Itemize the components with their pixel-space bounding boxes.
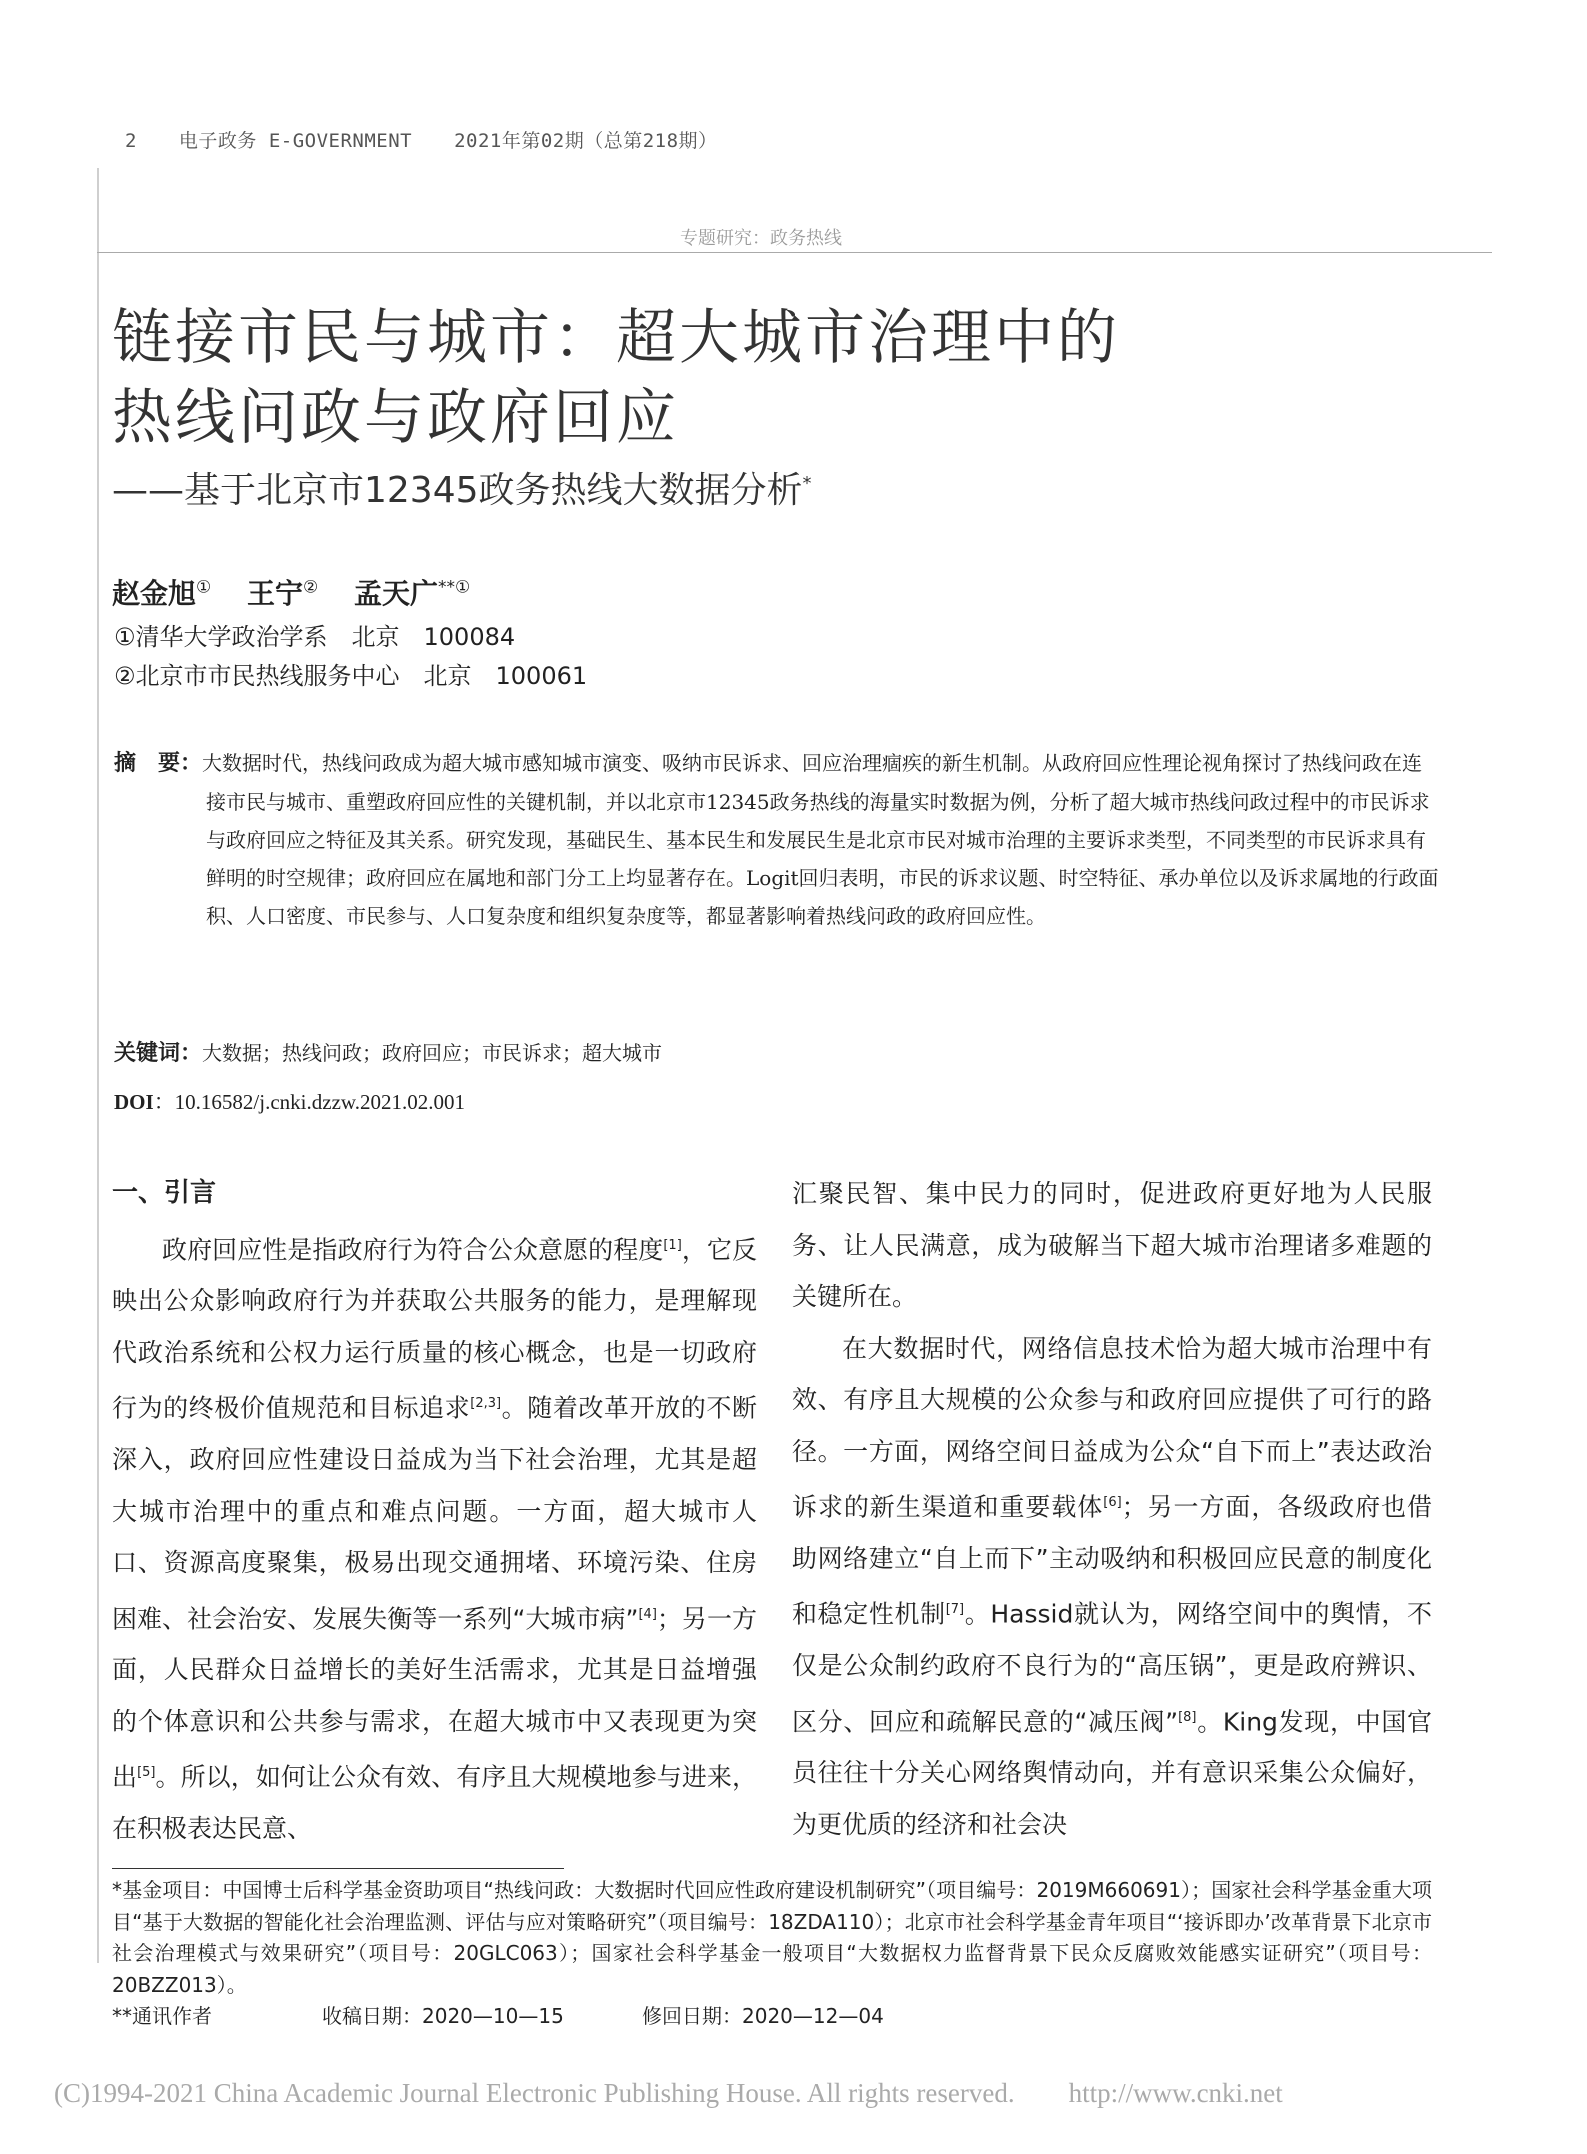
abstract-label: 摘 要： <box>114 751 203 776</box>
citation: [8] <box>1178 1709 1197 1725</box>
author-list <box>112 572 496 612</box>
issue-info: 2021年第02期（总第218期） <box>454 130 718 152</box>
article-title <box>112 298 1120 458</box>
subtitle-footnote-mark: * <box>802 473 812 494</box>
citation: [1] <box>663 1237 682 1253</box>
keywords-label: 关键词： <box>114 1041 203 1066</box>
keywords <box>114 1036 662 1067</box>
corresponding-author-note: **通讯作者 <box>112 2004 212 2028</box>
footnote <box>112 1875 1432 2033</box>
affiliation-2: ②北京市市民热线服务中心 北京 100061 <box>114 662 588 690</box>
title-line-1: 链接市民与城市：超大城市治理中的 <box>112 303 1120 373</box>
paragraph: 政府回应性是指政府行为符合公众意愿的程度[1]，它反映出公众影响政府行为并获取公共服务的能力，是理解现代政治系统和公权力运行质量的核心概念，也是一切政府行为的终极价值规范和目标追求[2,3]。随着改革开放的不断深入，政府回应性建设日益成为当下社会治理，尤其是超大城市治理中的重点和难点问题。一方面，超大城市人口、资源高度聚集，极易出现交通拥堵、环境污染、住房困难、社会治安、发展失衡等一系列“大城市病”[4]；另一方面，人民群众日益增长的美好生活需求，尤其是日益增强的个体意识和公共参与需求，在超大城市中又表现更为突出[5]。所以，如何让公众有效、有序且大规模地参与进来，在积极表达民意、 <box>112 1234 757 1844</box>
abstract <box>114 744 1440 935</box>
fund-note: *基金项目：中国博士后科学基金资助项目“热线问政：大数据时代回应性政府建设机制研究”（项目编号：2019M660691）；国家社会科学基金重大项目“基于大数据的智能化社会治理监测、评估与应对策略研究”（项目编号：18ZDA110）；北京市社会科学基金青年项目“‘接诉即办’改革背景下北京市社会治理模式与效果研究”（项目号：20GLC063）；国家社会科学基金一般项目“大数据权力监督背景下民众反腐败效能感实证研究”（项目号：20BZZ013）。 <box>112 1878 1432 1997</box>
citation: [6] <box>1103 1495 1122 1510</box>
citation: [7] <box>945 1602 965 1618</box>
page-number: 2 <box>125 130 137 152</box>
citation: [4] <box>638 1606 657 1622</box>
doi <box>114 1086 465 1116</box>
affiliation-1: ①清华大学政治学系 北京 100084 <box>114 623 516 651</box>
revised-date: 修回日期：2020—12—04 <box>642 2004 884 2028</box>
paragraph: 在大数据时代，网络信息技术恰为超大城市治理中有效、有序且大规模的公众参与和政府回应提供了可行的路径。一方面，网络空间日益成为公众“自下而上”表达政治诉求的新生渠道和重要载体[6]；另一方面，各级政府也借助网络建立“自上而下”主动吸纳和积极回应民意的制度化和稳定性机制[7]。Hassid就认为，网络空间中的舆情，不仅是公众制约政府不良行为的“高压锅”，更是政府辨识、区分、回应和疏解民意的“减压阀”[8]。King发现，中国官员往往十分关心网络舆情动向，并有意识采集公众偏好，为更优质的经济和社会决 <box>792 1333 1432 1839</box>
header-divider <box>97 252 1492 253</box>
body-column-left <box>112 1168 757 1855</box>
doi-value: ：10.16582/j.cnki.dzzw.2021.02.001 <box>153 1090 465 1114</box>
author: 王宁② <box>247 577 319 610</box>
section-label: 专题研究：政务热线 <box>680 228 842 249</box>
doi-label: DOI <box>114 1090 154 1114</box>
citation: [5] <box>137 1765 156 1781</box>
running-header <box>125 126 748 153</box>
paragraph: 汇聚民智、集中民力的同时，促进政府更好地为人民服务、让人民满意，成为破解当下超大城市治理诸多难题的关键所在。 <box>792 1179 1432 1311</box>
body-column-right <box>792 1168 1432 1850</box>
left-margin-rule <box>97 168 99 1963</box>
article-subtitle <box>112 462 812 513</box>
keywords-text: 大数据；热线问政；政府回应；市民诉求；超大城市 <box>202 1041 663 1065</box>
footnote-divider <box>112 1868 564 1869</box>
footnote-meta <box>112 2001 1432 2033</box>
author: 孟天广**① <box>354 577 471 610</box>
abstract-text: 大数据时代，热线问政成为超大城市感知城市演变、吸纳市民诉求、回应治理痼疾的新生机制。从政府回应性理论视角探讨了热线问政在连接市民与城市、重塑政府回应性的关键机制，并以北京市12345政务热线的海量实时数据为例，分析了超大城市热线问政过程中的市民诉求与政府回应之特征及其关系。研究发现，基础民生、基本民生和发展民生是北京市民对城市治理的主要诉求类型，不同类型的市民诉求具有鲜明的时空规律；政府回应在属地和部门分工上均显著存在。Logit回归表明，市民的诉求议题、时空特征、承办单位以及诉求属地的行政面积、人口密度、市民参与、人口复杂度和组织复杂度等，都显著影响着热线问政的政府回应性。 <box>202 751 1439 928</box>
subtitle-text: ——基于北京市12345政务热线大数据分析 <box>112 470 803 511</box>
author: 赵金旭① <box>112 577 212 610</box>
citation: [2,3] <box>470 1396 502 1412</box>
copyright-notice: (C)1994-2021 China Academic Journal Electronic Publishing House. All rights reserved. http://www.cnki.net <box>54 2078 1283 2108</box>
title-line-2: 热线问政与政府回应 <box>112 383 679 453</box>
received-date: 收稿日期：2020—10—15 <box>322 2004 564 2028</box>
section-heading: 一、引言 <box>112 1178 217 1208</box>
journal-name: 电子政务 E-GOVERNMENT <box>178 130 413 152</box>
